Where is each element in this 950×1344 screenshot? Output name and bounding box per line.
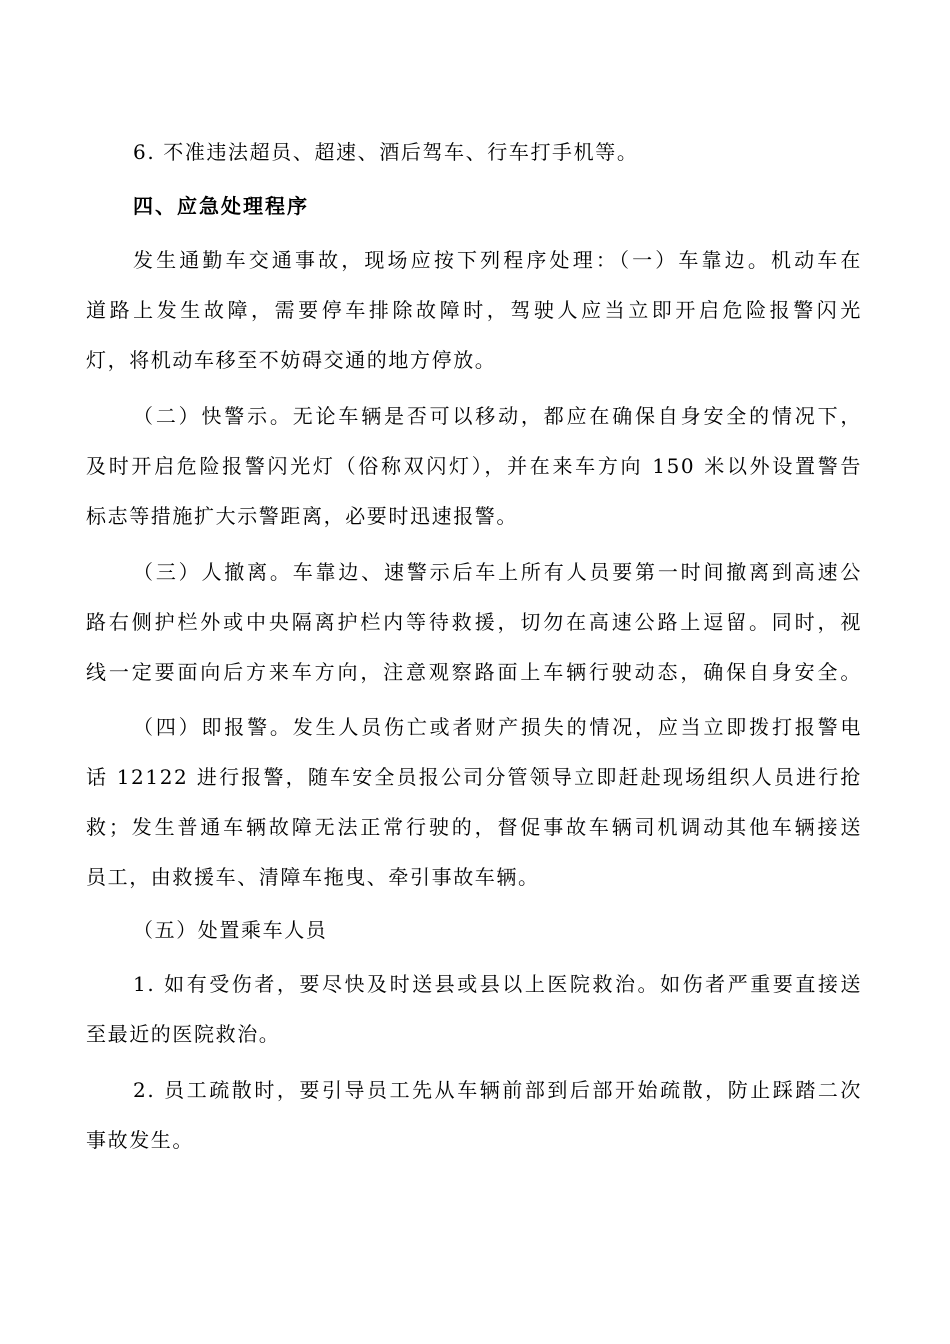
paragraph-line: 事故发生。 [86,1128,194,1152]
paragraph-line: 道路上发生故障，需要停车排除故障时，驾驶人应当立即开启危险报警闪光 [86,298,862,322]
paragraph-line: 标志等措施扩大示警距离，必要时迅速报警。 [86,504,518,528]
list-item-2: 2. 员工疏散时，要引导员工先从车辆前部到后部开始疏散，防止踩踏二次 [133,1078,862,1102]
list-item-6: 6. 不准违法超员、超速、酒后驾车、行车打手机等。 [133,140,639,164]
paragraph-line: 发生通勤车交通事故，现场应按下列程序处理：（一）车靠边。机动车在 [133,248,862,272]
paragraph-line: 及时开启危险报警闪光灯（俗称双闪灯），并在来车方向 150 米以外设置警告 [86,454,862,478]
paragraph-line: 线一定要面向后方来车方向，注意观察路面上车辆行驶动态，确保自身安全。 [86,660,862,684]
paragraph-line: 员工，由救援车、清障车拖曳、牵引事故车辆。 [86,865,540,889]
paragraph-line: 至最近的医院救治。 [86,1022,281,1046]
list-item-1: 1. 如有受伤者，要尽快及时送县或县以上医院救治。如伤者严重要直接送 [133,972,862,996]
paragraph-line: （二）快警示。无论车辆是否可以移动，都应在确保自身安全的情况下， [133,404,862,428]
paragraph-line: （四）即报警。发生人员伤亡或者财产损失的情况，应当立即拨打报警电 [133,715,862,739]
paragraph-line: 灯，将机动车移至不妨碍交通的地方停放。 [86,348,497,372]
paragraph-line: 话 12122 进行报警，随车安全员报公司分管领导立即赶赴现场组织人员进行抢 [86,765,862,789]
paragraph-line: （三）人撤离。车靠边、速警示后车上所有人员要第一时间撤离到高速公 [133,560,862,584]
paragraph-line: 救；发生普通车辆故障无法正常行驶的，督促事故车辆司机调动其他车辆接送 [86,815,862,839]
section-heading: 四、应急处理程序 [133,194,309,218]
subsection-heading: （五）处置乘车人员 [133,918,328,942]
paragraph-line: 路右侧护栏外或中央隔离护栏内等待救援，切勿在高速公路上逗留。同时，视 [86,610,862,634]
